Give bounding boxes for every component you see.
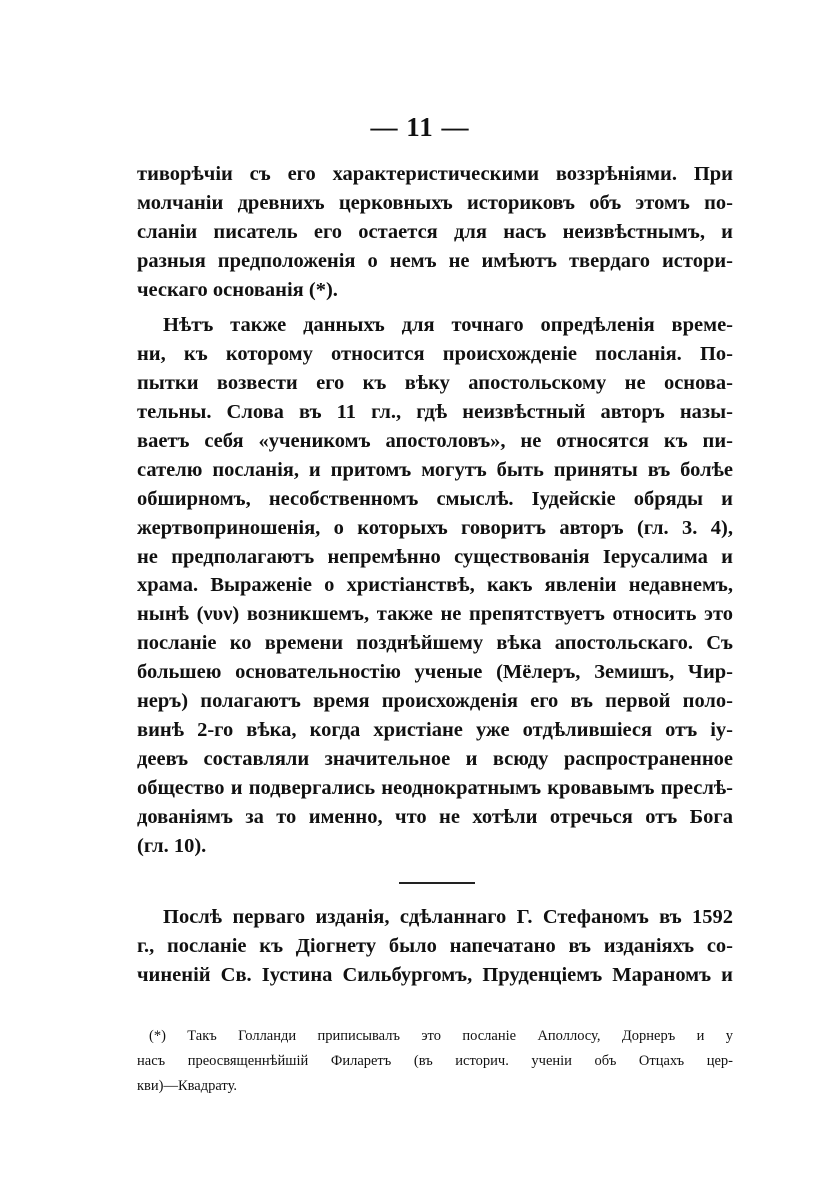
text-line: разныя предположенiя о немъ не имѣютъ твердаго истори- <box>137 249 733 272</box>
page-number: — 11 — <box>370 112 470 142</box>
paragraph-1 <box>137 160 733 305</box>
text-line: большею основательностiю ученые (Мёлеръ, Земишъ, Чир- <box>137 661 733 684</box>
text-line: чиненiй Св. Iустина Сильбургомъ, Пруденцiемъ Мараномъ и <box>137 963 733 986</box>
text-line: ваетъ себя «ученикомъ апостоловъ», не относятся къ пи- <box>137 429 733 452</box>
text-line: молчанiи древнихъ церковныхъ историковъ объ этомъ по- <box>137 191 733 214</box>
text-line: винѣ 2-го вѣка, когда христiане уже отдѣлившiеся отъ iу- <box>137 719 733 742</box>
text-line: ческаго основанiя (*). <box>137 278 338 301</box>
text-line: дованiямъ за то именно, что не хотѣли отречься отъ Бога <box>137 805 733 828</box>
paragraph-2 <box>137 311 733 861</box>
text-line: г., посланiе къ Дiогнету было напечатано въ изданiяхъ со- <box>137 934 733 957</box>
text-line: Послѣ перваго изданiя, сдѣланнаго Г. Стефаномъ въ 1592 <box>163 906 733 928</box>
text-line: сателю посланiя, и притомъ могутъ быть приняты въ болѣе <box>137 458 733 481</box>
footnote-line: кви)—Квадрату. <box>137 1078 237 1094</box>
section-divider <box>399 882 475 884</box>
text-line: жертвоприношенiя, о которыхъ говоритъ авторъ (гл. 3. 4), <box>137 516 733 539</box>
footnote-line: насъ преосвященнѣйшiй Филаретъ (въ историч. ученiи объ Отцахъ цер- <box>137 1053 733 1069</box>
text-line: ни, къ которому относится происхожденiе посланiя. По- <box>137 342 733 365</box>
text-line: пытки возвести его къ вѣку апостольскому не основа- <box>137 371 733 394</box>
text-line: тиворѣчiи съ его характеристическими воззрѣнiями. При <box>137 163 733 185</box>
text-line: сланiи писатель его остается для насъ неизвѣстнымъ, и <box>137 220 733 243</box>
footnote-line: (*) Такъ Голланди приписывалъ это посланiе Аполлосу, Дорнеръ и у <box>149 1028 733 1044</box>
footnote <box>137 1024 733 1099</box>
text-line: общество и подвергались неоднократнымъ кровавымъ преслѣ- <box>137 777 733 799</box>
text-line: Нѣтъ также данныхъ для точнаго опредѣленiя време- <box>163 314 733 336</box>
text-line: храма. Выраженiе о христiанствѣ, какъ явленiи недавнемъ, <box>137 574 733 597</box>
paragraph-3 <box>137 903 733 990</box>
text-line: неръ) полагаютъ время происхожденiя его въ первой поло- <box>137 690 733 713</box>
text-line: (гл. 10). <box>137 834 207 857</box>
text-line: обширномъ, несобственномъ смыслѣ. Iудейскiе обряды и <box>137 487 733 510</box>
text-line: посланiе ко времени позднѣйшему вѣка апостольскаго. Съ <box>137 632 733 655</box>
text-line: не предполагаютъ непремѣнно существованiя Iерусалима и <box>137 545 733 568</box>
text-line: тельны. Слова въ 11 гл., гдѣ неизвѣстный авторъ назы- <box>137 400 733 423</box>
text-line: нынѣ (νυν) возникшемъ, также не препятствуетъ относить это <box>137 603 733 626</box>
text-line: деевъ составляли значительное и всюду распространенное <box>137 748 733 771</box>
